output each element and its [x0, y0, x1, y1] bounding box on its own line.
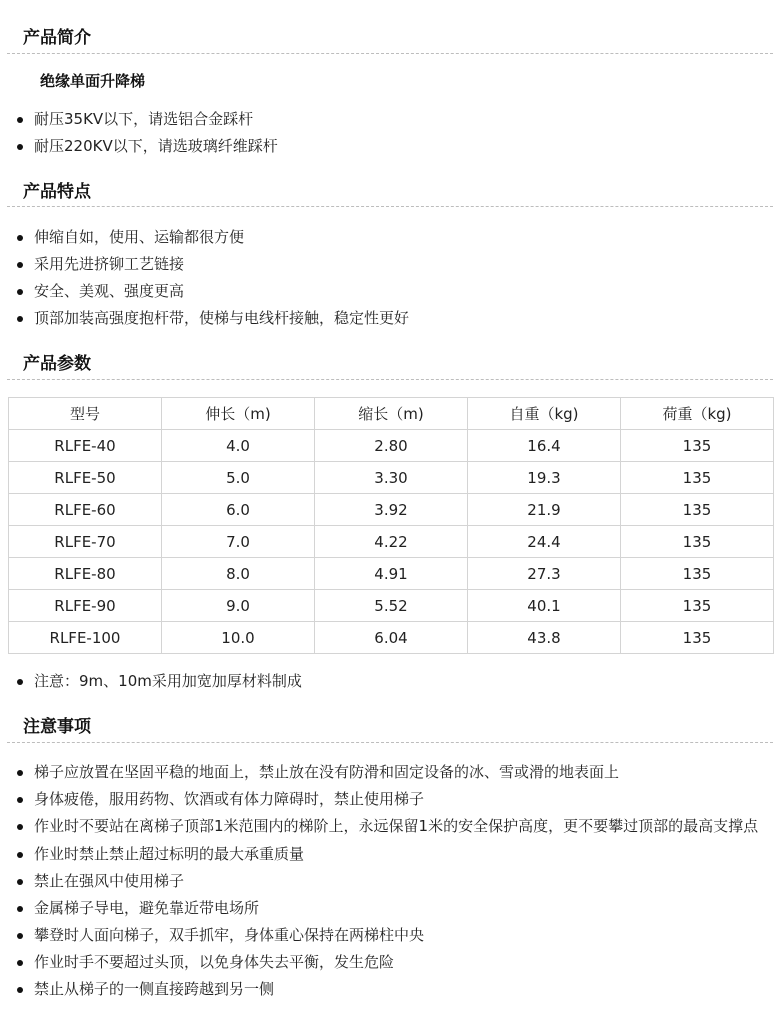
- list-item: 禁止从梯子的一侧直接跨越到另一侧: [0, 979, 762, 999]
- cell-weight: 19.3: [468, 462, 621, 494]
- list-item: 耐压35KV以下，请选铝合金踩杆: [0, 109, 278, 129]
- features-list: [0, 227, 409, 328]
- list-item: 攀登时人面向梯子，双手抓牢，身体重心保持在两梯柱中央: [0, 925, 762, 945]
- col-load-header: 荷重（kg): [621, 398, 774, 430]
- cell-weight: 21.9: [468, 494, 621, 526]
- cell-retracted: 3.30: [315, 462, 468, 494]
- features-heading: 产品特点: [23, 182, 91, 202]
- intro-subtitle: 绝缘单面升降梯: [40, 72, 146, 90]
- col-model-header: 型号: [9, 398, 162, 430]
- params-table: [8, 397, 774, 654]
- list-item: 顶部加装高强度抱杆带，使梯与电线杆接触，稳定性更好: [0, 308, 409, 328]
- table-row: [9, 494, 774, 526]
- table-row: [9, 526, 774, 558]
- cell-model: RLFE-80: [9, 558, 162, 590]
- intro-list: [0, 109, 278, 156]
- cell-retracted: 3.92: [315, 494, 468, 526]
- cell-model: RLFE-90: [9, 590, 162, 622]
- cell-extended: 9.0: [162, 590, 315, 622]
- list-item: 作业时禁止禁止超过标明的最大承重质量: [0, 844, 762, 864]
- cell-load: 135: [621, 590, 774, 622]
- params-heading: 产品参数: [23, 354, 91, 374]
- cautions-divider: [7, 742, 773, 743]
- list-item: 安全、美观、强度更高: [0, 281, 409, 301]
- cell-extended: 10.0: [162, 622, 315, 654]
- list-item: 梯子应放置在坚固平稳的地面上，禁止放在没有防滑和固定设备的冰、雪或滑的地表面上: [0, 762, 762, 782]
- cell-model: RLFE-70: [9, 526, 162, 558]
- cell-weight: 27.3: [468, 558, 621, 590]
- intro-heading: 产品简介: [23, 28, 91, 48]
- cell-load: 135: [621, 526, 774, 558]
- params-divider: [7, 379, 773, 380]
- cell-extended: 6.0: [162, 494, 315, 526]
- cell-load: 135: [621, 494, 774, 526]
- cell-model: RLFE-50: [9, 462, 162, 494]
- table-row: [9, 430, 774, 462]
- list-item: 身体疲倦，服用药物、饮酒或有体力障碍时，禁止使用梯子: [0, 789, 762, 809]
- col-retracted-header: 缩长（m): [315, 398, 468, 430]
- cell-model: RLFE-40: [9, 430, 162, 462]
- cell-load: 135: [621, 430, 774, 462]
- col-weight-header: 自重（kg): [468, 398, 621, 430]
- table-header-row: [9, 398, 774, 430]
- cell-model: RLFE-100: [9, 622, 162, 654]
- list-item: 作业时手不要超过头顶，以免身体失去平衡，发生危险: [0, 952, 762, 972]
- cell-weight: 24.4: [468, 526, 621, 558]
- cell-weight: 40.1: [468, 590, 621, 622]
- cell-retracted: 5.52: [315, 590, 468, 622]
- list-item: 作业时不要站在离梯子顶部1米范围内的梯阶上，永远保留1米的安全保护高度，更不要攀过顶部的最高支撑点: [0, 816, 762, 836]
- cell-weight: 16.4: [468, 430, 621, 462]
- cell-weight: 43.8: [468, 622, 621, 654]
- cell-load: 135: [621, 558, 774, 590]
- cell-retracted: 6.04: [315, 622, 468, 654]
- table-row: [9, 558, 774, 590]
- params-note: 注意：9m、10m采用加宽加厚材料制成: [0, 671, 302, 691]
- cautions-list: [0, 762, 762, 999]
- cell-retracted: 2.80: [315, 430, 468, 462]
- list-item: 耐压220KV以下，请选玻璃纤维踩杆: [0, 136, 278, 156]
- cell-load: 135: [621, 622, 774, 654]
- params-note-list: [0, 671, 302, 691]
- cell-load: 135: [621, 462, 774, 494]
- cell-retracted: 4.91: [315, 558, 468, 590]
- cell-retracted: 4.22: [315, 526, 468, 558]
- cautions-heading: 注意事项: [23, 717, 91, 737]
- cell-extended: 4.0: [162, 430, 315, 462]
- table-row: [9, 590, 774, 622]
- list-item: 禁止在强风中使用梯子: [0, 871, 762, 891]
- features-divider: [7, 206, 773, 207]
- col-extended-header: 伸长（m): [162, 398, 315, 430]
- table-row: [9, 622, 774, 654]
- cell-extended: 7.0: [162, 526, 315, 558]
- list-item: 采用先进挤铆工艺链接: [0, 254, 409, 274]
- table-row: [9, 462, 774, 494]
- list-item: 金属梯子导电，避免靠近带电场所: [0, 898, 762, 918]
- list-item: 伸缩自如，使用、运输都很方便: [0, 227, 409, 247]
- cell-model: RLFE-60: [9, 494, 162, 526]
- cell-extended: 8.0: [162, 558, 315, 590]
- intro-divider: [7, 53, 773, 54]
- cell-extended: 5.0: [162, 462, 315, 494]
